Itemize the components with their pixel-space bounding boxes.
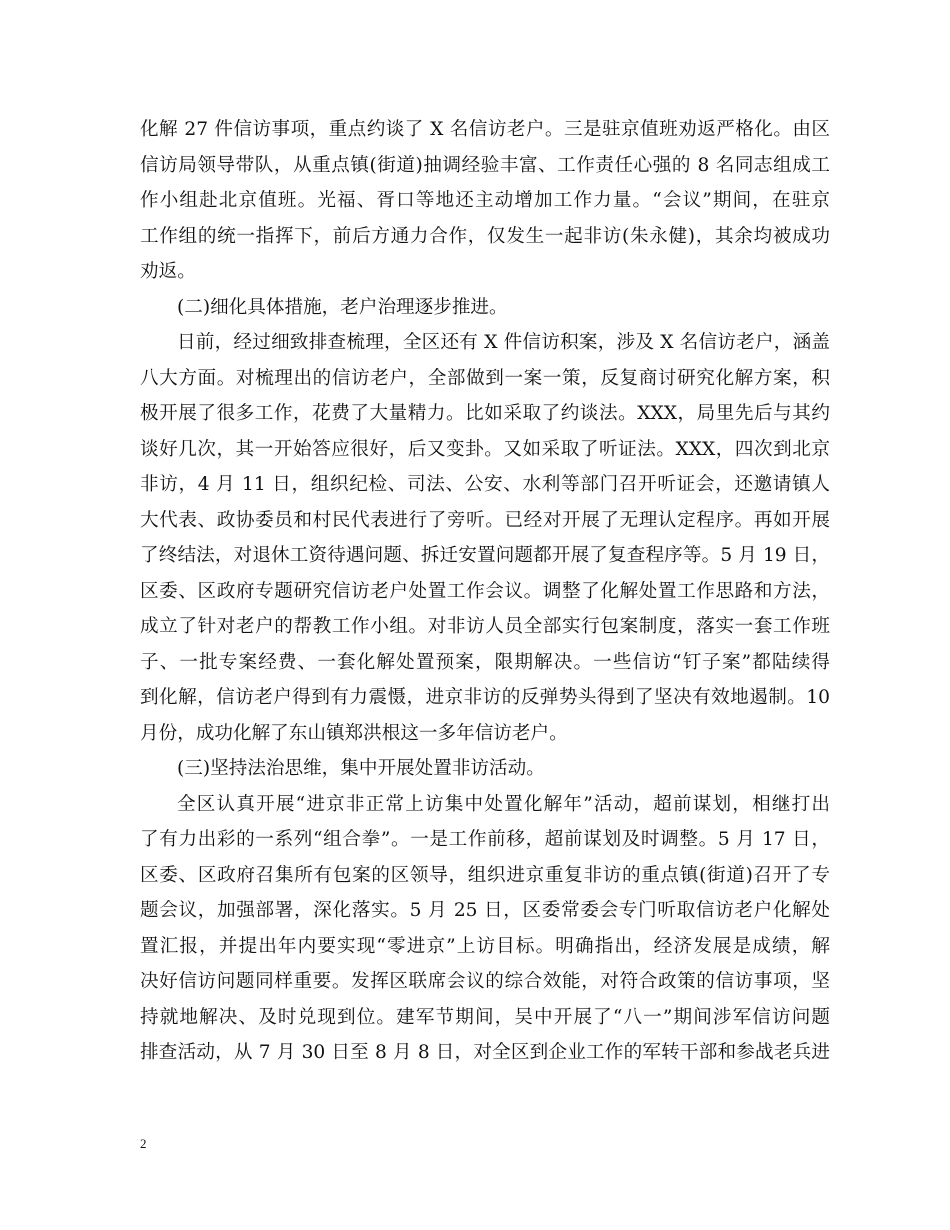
text-line: 了有力出彩的一系列“组合拳”。一是工作前移，超前谋划及时调整。5 月 17 日， [140,829,830,850]
text-line: 区委、区政府召集所有包案的区领导，组织进京重复非访的重点镇(街道)召开了专 [140,864,830,886]
body-text [140,112,830,1071]
text-line: 排查活动，从 7 月 30 日至 8 月 8 日，对全区到企业工作的军转干部和参战老兵进 [140,1042,830,1063]
text-line: 工作组的统一指挥下，前后方通力合作，仅发生一起非访(朱永健)，其余均被成功 [140,225,830,247]
text-line: 谈好几次，其一开始答应很好，后又变卦。又如采取了听证法。XXX，四次到北京 [140,438,830,460]
text-line: 信访局领导带队，从重点镇(街道)抽调经验丰富、工作责任心强的 8 名同志组成工 [140,154,830,176]
text-line: 月份，成功化解了东山镇郑洪根这一多年信访老户。 [140,722,568,744]
section-heading: (三)坚持法治思维，集中开展处置非访活动。 [177,758,545,779]
text-line: 决好信访问题同样重要。发挥区联席会议的综合效能，对符合政策的信访事项，坚 [140,971,830,992]
text-line: 八大方面。对梳理出的信访老户，全部做到一案一策，反复商讨研究化解方案，积 [140,367,830,389]
text-line: 作小组赴北京值班。光福、胥口等地还主动增加工作力量。“会议”期间，在驻京 [140,190,830,211]
text-line: 非访，4 月 11 日，组织纪检、司法、公安、水利等部门召开听证会，还邀请镇人 [140,474,830,495]
text-line: 到化解，信访老户得到有力震慑，进京非访的反弹势头得到了坚决有效地遏制。10 [140,687,830,708]
text-line: 置汇报，并提出年内要实现“零进京”上访目标。明确指出，经济发展是成绩，解 [140,935,830,957]
text-line: 了终结法，对退休工资待遇问题、拆迁安置问题都开展了复查程序等。5 月 19 日， [140,545,830,566]
text-line: 子、一批专案经费、一套化解处置预案，限期解决。一些信访“钉子案”都陆续得 [140,651,830,673]
text-line: 成立了针对老户的帮教工作小组。对非访人员全部实行包案制度，落实一套工作班 [140,616,830,637]
text-line: 大代表、政协委员和村民代表进行了旁听。已经对开展了无理认定程序。再如开展 [140,509,830,531]
section-heading: (二)细化具体措施，老户治理逐步推进。 [177,296,508,318]
text-line: 持就地解决、及时兑现到位。建军节期间，吴中开展了“八一”期间涉军信访问题 [140,1006,830,1028]
text-line: 劝返。 [140,261,196,282]
text-line: 题会议，加强部署，深化落实。5 月 25 日，区委常委会专门听取信访老户化解处 [140,900,830,921]
page-number: 2 [140,1136,147,1151]
text-line: 化解 27 件信访事项，重点约谈了 X 名信访老户。三是驻京值班劝返严格化。由区 [140,119,830,140]
text-line: 全区认真开展“进京非正常上访集中处置化解年”活动，超前谋划，相继打出 [177,793,830,815]
text-line: 极开展了很多工作，花费了大量精力。比如采取了约谈法。XXX，局里先后与其约 [140,403,830,424]
text-line: 区委、区政府专题研究信访老户处置工作会议。调整了化解处置工作思路和方法， [140,580,830,602]
text-line: 日前，经过细致排查梳理，全区还有 X 件信访积案，涉及 X 名信访老户，涵盖 [177,332,830,353]
